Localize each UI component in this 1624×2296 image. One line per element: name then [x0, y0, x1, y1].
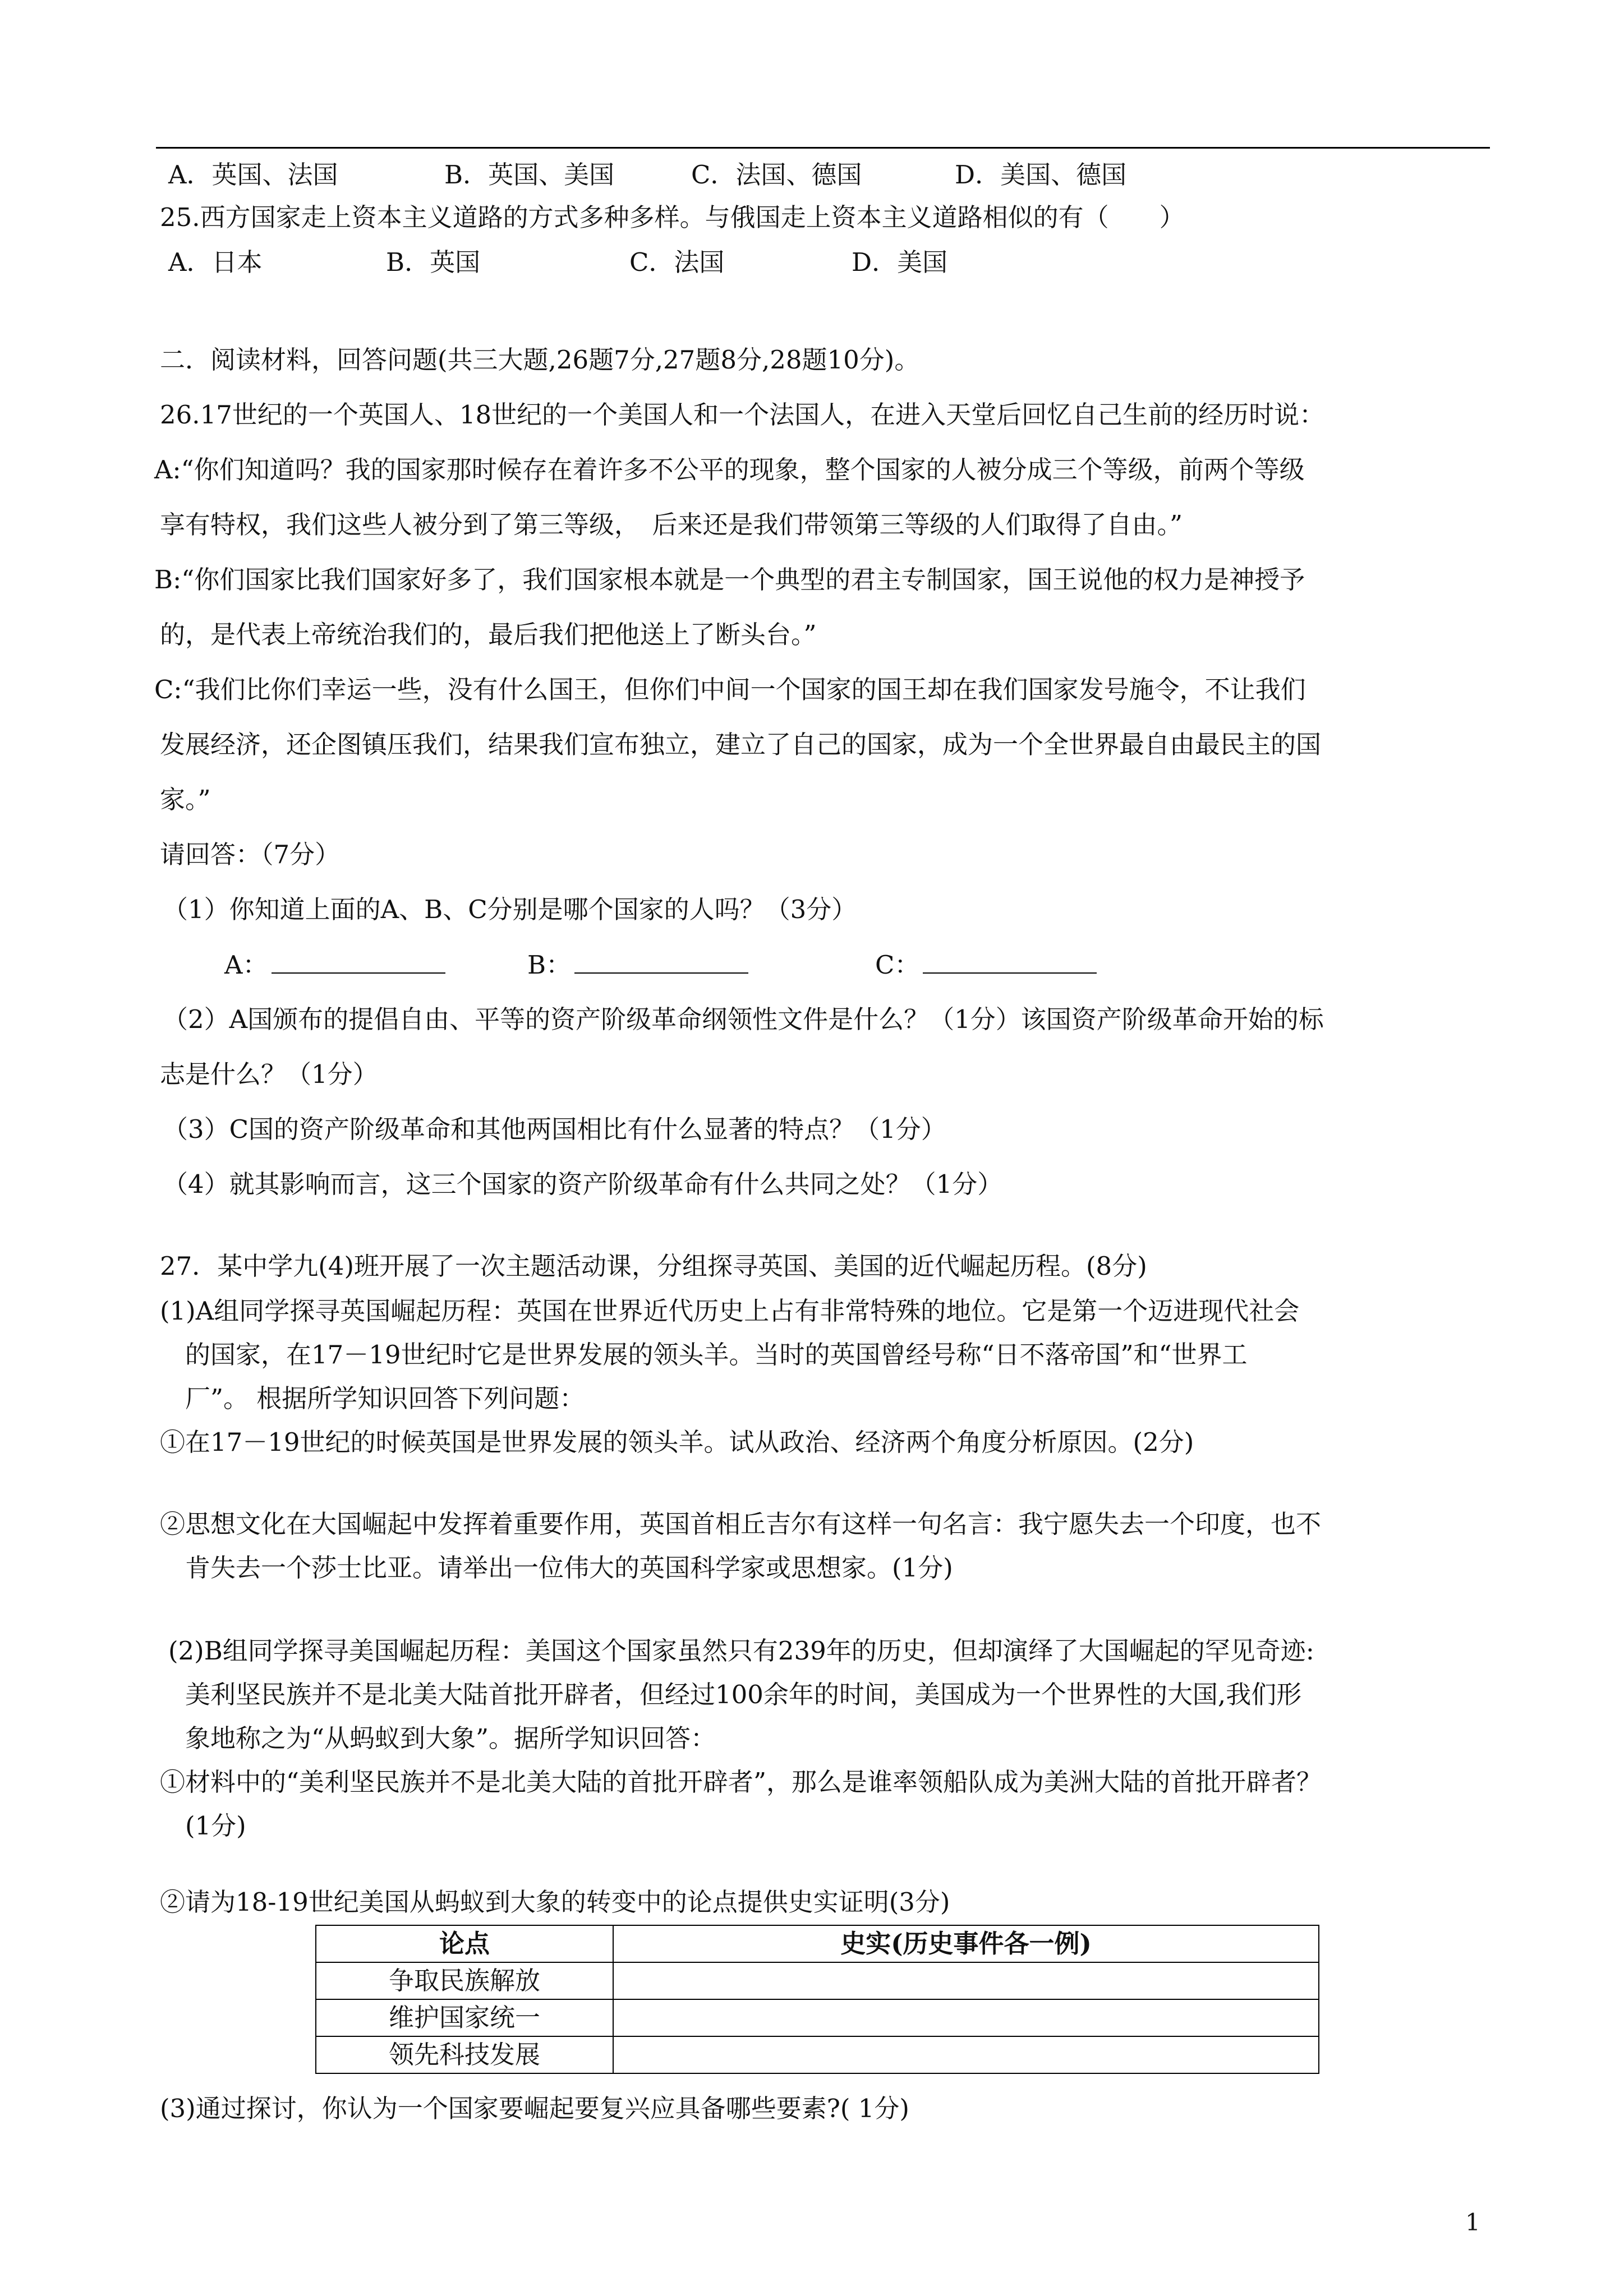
q24-option-a: A．英国、法国: [168, 160, 338, 190]
q26-blank-a: [224, 948, 445, 982]
q26-blank-c: [875, 948, 1097, 982]
q27-p2-line2: 美利坚民族并不是北美大陆首批开辟者，但经过100余年的时间，美国成为一个世界性的大国,我们形: [185, 1680, 1302, 1709]
q24-options: [168, 158, 1459, 192]
q26-blank-c-line[interactable]: [923, 948, 1097, 974]
q27-p1-line3: 厂”。 根据所学知识回答下列问题：: [185, 1384, 585, 1413]
q26-blank-c-label: C：: [875, 950, 920, 980]
q26-a-line1: A:“你们知道吗？我的国家那时候存在着许多不公平的现象，整个国家的人被分成三个等级，前两个等级: [154, 455, 1305, 485]
q26-sub4: （4）就其影响而言，这三个国家的资产阶级革命有什么共同之处？（1分）: [163, 1169, 1003, 1199]
q24-option-b: B．英国、美国: [444, 160, 615, 190]
q26-blank-a-label: A：: [224, 950, 268, 980]
q26-a-line2: 享有特权，我们这些人被分到了第三等级， 后来还是我们带领第三等级的人们取得了自由。”: [160, 510, 1183, 540]
q25-stem: 25.西方国家走上资本主义道路的方式多种多样。与俄国走上资本主义道路相似的有（ ）: [160, 202, 1185, 232]
q25-option-a: A．日本: [168, 247, 263, 277]
q26-b-line1: B:“你们国家比我们国家好多了，我们国家根本就是一个典型的君主专制国家，国王说他的权力是神授予: [154, 565, 1305, 594]
q26-c-line1: C:“我们比你们幸运一些，没有什么国王，但你们中间一个国家的国王却在我们国家发号施令，不让我们: [154, 675, 1306, 704]
q26-blank-a-line[interactable]: [272, 948, 445, 974]
q26-c-line3: 家。”: [160, 785, 211, 814]
q26-sub3: （3）C国的资产阶级革命和其他两国相比有什么显著的特点？（1分）: [163, 1114, 946, 1144]
q27-p1-line2: 的国家，在17－19世纪时它是世界发展的领头羊。当时的英国曾经号称“日不落帝国”和“世界工: [185, 1340, 1248, 1370]
facts-point-cell: 领先科技发展: [316, 2036, 613, 2073]
q26-sub1: （1）你知道上面的A、B、C分别是哪个国家的人吗？（3分）: [163, 895, 857, 924]
q27-p2-line1: (2)B组同学探寻美国崛起历程：美国这个国家虽然只有239年的历史，但却演绎了大国崛起的罕见奇迹:: [168, 1636, 1314, 1666]
page-number: 1: [1465, 2209, 1480, 2236]
facts-point-cell: 争取民族解放: [316, 1962, 613, 1999]
facts-answer-cell[interactable]: [613, 1962, 1319, 1999]
facts-answer-cell[interactable]: [613, 2036, 1319, 2073]
section2-heading: 二．阅读材料，回答问题(共三大题,26题7分,27题8分,28题10分)。: [160, 345, 920, 375]
facts-point-cell: 维护国家统一: [316, 1999, 613, 2036]
q26-b-line2: 的，是代表上帝统治我们的，最后我们把他送上了断头台。”: [160, 620, 817, 649]
table-row: [316, 1962, 1319, 1999]
q27-intro: 27．某中学九(4)班开展了一次主题活动课，分组探寻英国、美国的近代崛起历程。(8分): [160, 1251, 1147, 1281]
q27-p1-q2-line2: 肯失去一个莎士比亚。请举出一位伟大的英国科学家或思想家。(1分): [185, 1553, 953, 1583]
facts-table-header-row: [316, 1925, 1319, 1962]
q26-blank-b: [527, 948, 748, 982]
q25-option-c: C．法国: [629, 247, 725, 277]
q27-p2-line3: 象地称之为“从蚂蚁到大象”。据所学知识回答：: [185, 1723, 716, 1753]
q25-option-b: B．英国: [386, 247, 481, 277]
q26-blank-b-label: B：: [527, 950, 572, 980]
q27-p1-line1: (1)A组同学探寻英国崛起历程：英国在世界近代历史上占有非常特殊的地位。它是第一个迈进现代社会: [160, 1296, 1300, 1326]
facts-header-fact: 史实(历史事件各一例): [613, 1925, 1319, 1962]
q24-option-d: D．美国、德国: [955, 160, 1127, 190]
q27-p2-q1-line1: ①材料中的“美利坚民族并不是北美大陆的首批开辟者”，那么是谁率领船队成为美洲大陆的首批开辟者？: [160, 1767, 1322, 1797]
q26-intro: 26.17世纪的一个英国人、18世纪的一个美国人和一个法国人，在进入天堂后回忆自己生前的经历时说：: [160, 400, 1325, 430]
q27-p1-q2-line1: ②思想文化在大国崛起中发挥着重要作用，英国首相丘吉尔有这样一句名言：我宁愿失去一个印度，也不: [160, 1509, 1322, 1539]
q25-option-d: D．美国: [852, 247, 948, 277]
header-rule: [156, 147, 1490, 149]
facts-table: [315, 1925, 1319, 2074]
q27-p3: (3)通过探讨，你认为一个国家要崛起要复兴应具备哪些要素?( 1分): [160, 2094, 909, 2123]
facts-header-point: 论点: [316, 1925, 613, 1962]
q25-options: [168, 246, 1459, 279]
facts-answer-cell[interactable]: [613, 1999, 1319, 2036]
q26-sub2-line2: 志是什么？（1分）: [160, 1059, 378, 1089]
table-row: [316, 2036, 1319, 2073]
q27-p1-q1: ①在17－19世纪的时候英国是世界发展的领头羊。试从政治、经济两个角度分析原因。(2分): [160, 1427, 1194, 1457]
q26-c-line2: 发展经济，还企图镇压我们，结果我们宣布独立，建立了自己的国家，成为一个全世界最自由最民主的国: [160, 730, 1322, 759]
q24-option-c: C．法国、德国: [691, 160, 862, 190]
q26-sub2-line1: （2）A国颁布的提倡自由、平等的资产阶级革命纲领性文件是什么？（1分）该国资产阶级革命开始的标: [163, 1004, 1324, 1034]
table-row: [316, 1999, 1319, 2036]
q27-p2-q1-line2: (1分): [185, 1811, 246, 1841]
q26-blank-b-line[interactable]: [574, 948, 748, 974]
q26-ask: 请回答：（7分）: [160, 840, 341, 869]
q27-p2-q2: ②请为18-19世纪美国从蚂蚁到大象的转变中的论点提供史实证明(3分): [160, 1887, 950, 1917]
